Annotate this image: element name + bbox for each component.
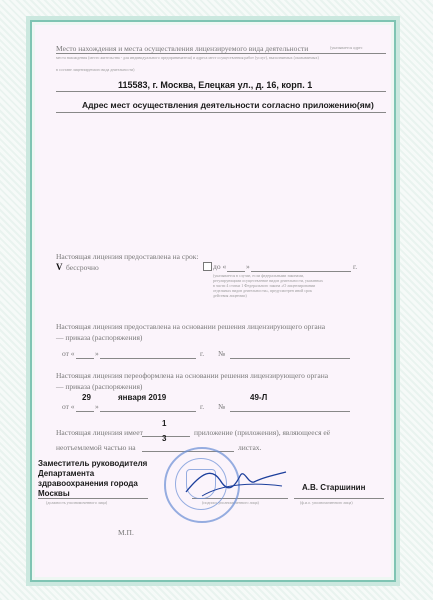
reissued-from: от «	[62, 402, 75, 411]
granted-from: от «	[62, 349, 75, 358]
attachments-line1b: приложение (приложения), являющееся её	[194, 428, 331, 437]
attachments-line2a: неотъемлемой частью на	[56, 443, 136, 452]
attachments-count: 1	[162, 419, 167, 428]
address-rule	[56, 91, 386, 92]
reissued-num-rule	[230, 411, 350, 412]
reissued-line2: — приказа (распоряжения)	[56, 382, 143, 391]
reissued-day-rule	[76, 411, 94, 412]
reissued-num: №	[218, 402, 226, 411]
address: 115583, г. Москва, Елецкая ул., д. 16, корп. 1	[118, 80, 313, 90]
term-until-close: »	[246, 262, 250, 271]
name-hint: (ф.и.о. уполномоченного лица)	[300, 500, 353, 505]
granted-line2: — приказа (распоряжения)	[56, 333, 143, 342]
license-sheet	[30, 20, 396, 582]
appendix-rule	[56, 112, 386, 113]
location-side-note: (указывается адрес	[330, 45, 363, 50]
location-hint-2: в составе лицензируемого вида деятельности)	[56, 67, 135, 72]
position-hint: (должность уполномоченного лица)	[46, 500, 108, 505]
granted-num: №	[218, 349, 226, 358]
reissued-number: 49-Л	[250, 393, 268, 402]
reissued-day: 29	[82, 393, 91, 402]
header-rule	[56, 53, 386, 54]
attachments-line1a: Настоящая лицензия имеет	[56, 428, 143, 437]
granted-month-rule	[100, 358, 196, 359]
until-day-rule	[227, 271, 245, 272]
signature-hint: (подпись уполномоченного лица)	[202, 500, 259, 505]
granted-year: г.	[200, 349, 205, 358]
granted-num-rule	[230, 358, 350, 359]
signatory-position-3: здравоохранения города	[38, 479, 138, 488]
name-rule	[294, 498, 384, 499]
attachments-pages: 3	[162, 434, 167, 443]
signatory-position-4: Москвы	[38, 489, 70, 498]
term-note: (указывается в случае, если федеральными законами, регулирующими осуществление видов деятельности, указанных в части 4 статьи 1 Федерального закона «О лицензировании отдельных видов деятельности», предусмотрен иной срок действия лицензии)	[213, 273, 324, 298]
until-date-rule	[251, 271, 351, 272]
term-until-year: г.	[353, 262, 358, 271]
appendix-note: Адрес мест осуществления деятельности согласно приложению(ям)	[82, 100, 374, 110]
granted-quote: »	[95, 349, 99, 358]
handwritten-signature-icon	[182, 462, 292, 502]
granted-day-rule	[76, 358, 94, 359]
signatory-position-2: Департамента	[38, 469, 95, 478]
term-until: до «	[213, 262, 227, 271]
position-rule	[38, 498, 148, 499]
reissued-month-rule	[100, 411, 196, 412]
seal-label: М.П.	[118, 528, 134, 537]
checkbox-empty-icon	[203, 262, 212, 271]
checkbox-checked-icon: V	[56, 262, 63, 272]
signatory-name: А.В. Старшинин	[302, 483, 366, 492]
location-hint-1: места нахождения (место жительства - для индивидуального предпринимателя) и адреса мест осуществления работ (услуг), выполняемых (оказываемых)	[56, 55, 319, 60]
reissued-quote: »	[95, 402, 99, 411]
reissued-year: г.	[200, 402, 205, 411]
signatory-position-1: Заместитель руководителя	[38, 459, 148, 468]
reissued-month-year: января 2019	[118, 393, 167, 402]
reissued-line1: Настоящая лицензия переоформлена на основании решения лицензирующего органа	[56, 371, 329, 380]
granted-line1: Настоящая лицензия предоставлена на основании решения лицензирующего органа	[56, 322, 326, 331]
location-label: Место нахождения и места осуществления лицензируемого вида деятельности	[56, 44, 309, 53]
term-label: Настоящая лицензия предоставлена на срок:	[56, 252, 199, 261]
attachments-line2b: листах.	[238, 443, 262, 452]
term-indefinite: бессрочно	[66, 263, 99, 272]
